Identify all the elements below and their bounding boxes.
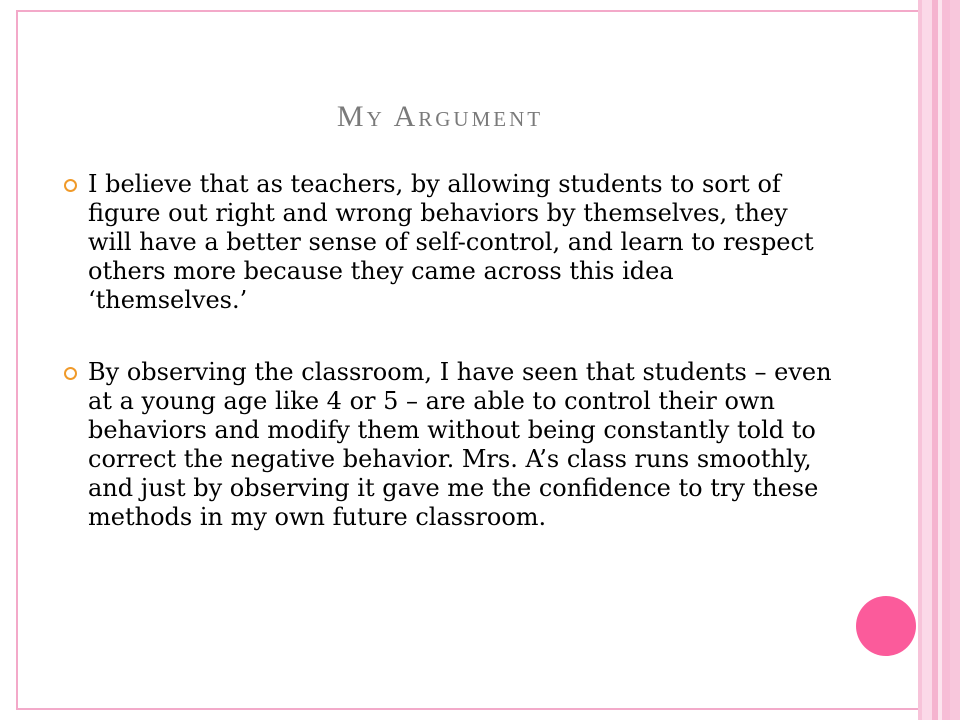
frame-bottom-border bbox=[16, 708, 920, 710]
bullet-text: I believe that as teachers, by allowing students to sort of figure out right and wrong behaviors by themselves, they will have a better sense of self-control, and learn to respect others more because they came across this idea ‘themselves.’ bbox=[88, 170, 814, 314]
slide-title: My Argument bbox=[336, 100, 544, 133]
decorative-circle bbox=[856, 596, 916, 656]
bullet-circle-icon bbox=[64, 367, 77, 380]
right-stripe-6 bbox=[950, 0, 960, 720]
bullet-item bbox=[64, 358, 834, 532]
bullet-circle-icon bbox=[64, 179, 77, 192]
right-stripe-2 bbox=[922, 0, 932, 720]
right-stripe-5 bbox=[942, 0, 950, 720]
bullet-text: By observing the classroom, I have seen that students – even at a young age like 4 or 5 – are able to control their own behaviors and modify them without being constantly told to correct the negative behavior. Mrs. A’s class runs smoothly, and just by observing it gave me the confidence to try these methods in my own future classroom. bbox=[88, 358, 832, 531]
frame-top-border bbox=[16, 10, 920, 12]
bullet-list bbox=[64, 170, 834, 532]
bullet-item bbox=[64, 170, 834, 315]
